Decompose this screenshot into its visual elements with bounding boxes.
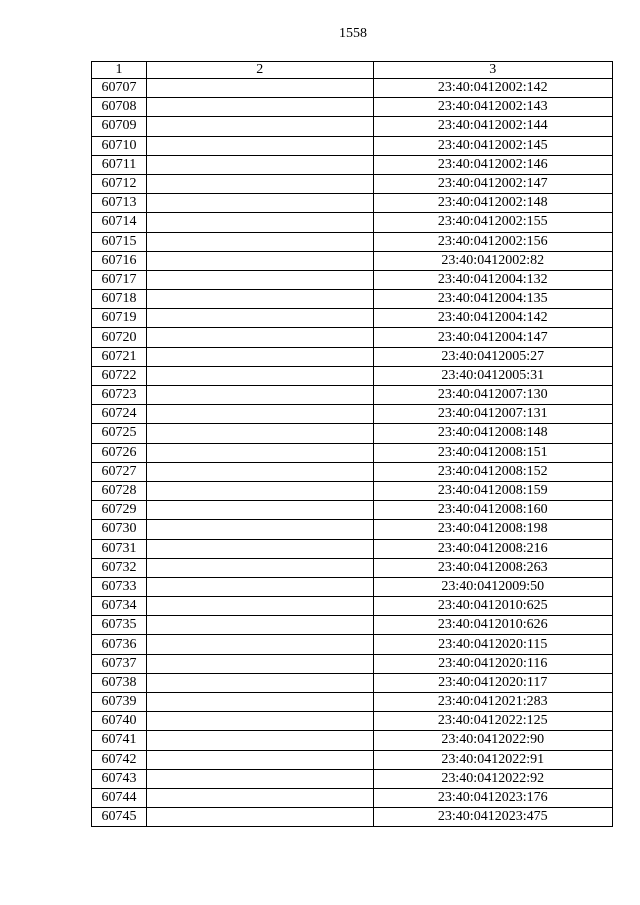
page-number: 1558: [339, 26, 367, 41]
row-number-cell: 60733: [92, 577, 147, 596]
row-code-cell: 23:40:0412023:475: [373, 808, 612, 827]
row-code-cell: 23:40:0412002:155: [373, 213, 612, 232]
row-number-cell: 60708: [92, 98, 147, 117]
row-number-cell: 60731: [92, 539, 147, 558]
row-number-cell: 60722: [92, 366, 147, 385]
table-row: [92, 558, 613, 577]
table-row: [92, 597, 613, 616]
row-number-cell: 60712: [92, 174, 147, 193]
row-name-cell: [147, 539, 373, 558]
table-row: [92, 616, 613, 635]
row-name-cell: [147, 520, 373, 539]
row-code-cell: 23:40:0412002:145: [373, 136, 612, 155]
row-code-cell: 23:40:0412008:152: [373, 462, 612, 481]
table-row: [92, 194, 613, 213]
row-number-cell: 60737: [92, 654, 147, 673]
row-code-cell: 23:40:0412002:148: [373, 194, 612, 213]
table-row: [92, 366, 613, 385]
row-name-cell: [147, 366, 373, 385]
table-body: [92, 79, 613, 827]
table-row: [92, 386, 613, 405]
row-number-cell: 60719: [92, 309, 147, 328]
table-row: [92, 539, 613, 558]
row-name-cell: [147, 290, 373, 309]
row-name-cell: [147, 309, 373, 328]
row-code-cell: 23:40:0412002:144: [373, 117, 612, 136]
row-number-cell: 60729: [92, 501, 147, 520]
row-number-cell: 60725: [92, 424, 147, 443]
row-code-cell: 23:40:0412022:90: [373, 731, 612, 750]
row-code-cell: 23:40:0412022:91: [373, 750, 612, 769]
table-row: [92, 693, 613, 712]
row-number-cell: 60726: [92, 443, 147, 462]
row-name-cell: [147, 194, 373, 213]
row-code-cell: 23:40:0412008:198: [373, 520, 612, 539]
table-row: [92, 232, 613, 251]
row-number-cell: 60734: [92, 597, 147, 616]
table-row: [92, 98, 613, 117]
table-row: [92, 501, 613, 520]
row-name-cell: [147, 328, 373, 347]
row-number-cell: 60740: [92, 712, 147, 731]
table-row: [92, 673, 613, 692]
row-name-cell: [147, 769, 373, 788]
table-row: [92, 808, 613, 827]
row-code-cell: 23:40:0412008:263: [373, 558, 612, 577]
table-row: [92, 654, 613, 673]
row-code-cell: 23:40:0412007:131: [373, 405, 612, 424]
row-name-cell: [147, 136, 373, 155]
row-code-cell: 23:40:0412004:142: [373, 309, 612, 328]
row-name-cell: [147, 213, 373, 232]
table-row: [92, 328, 613, 347]
row-code-cell: 23:40:0412007:130: [373, 386, 612, 405]
table-row: [92, 405, 613, 424]
row-number-cell: 60738: [92, 673, 147, 692]
row-name-cell: [147, 462, 373, 481]
row-name-cell: [147, 788, 373, 807]
row-code-cell: 23:40:0412020:117: [373, 673, 612, 692]
row-code-cell: 23:40:0412020:116: [373, 654, 612, 673]
row-name-cell: [147, 174, 373, 193]
row-number-cell: 60741: [92, 731, 147, 750]
table-row: [92, 117, 613, 136]
row-code-cell: 23:40:0412002:147: [373, 174, 612, 193]
table-row: [92, 443, 613, 462]
row-name-cell: [147, 558, 373, 577]
table-row: [92, 347, 613, 366]
row-code-cell: 23:40:0412005:27: [373, 347, 612, 366]
row-number-cell: 60714: [92, 213, 147, 232]
row-number-cell: 60718: [92, 290, 147, 309]
row-name-cell: [147, 616, 373, 635]
row-code-cell: 23:40:0412002:156: [373, 232, 612, 251]
row-code-cell: 23:40:0412008:148: [373, 424, 612, 443]
row-number-cell: 60715: [92, 232, 147, 251]
row-name-cell: [147, 654, 373, 673]
table-row: [92, 290, 613, 309]
row-code-cell: 23:40:0412002:143: [373, 98, 612, 117]
row-name-cell: [147, 386, 373, 405]
row-number-cell: 60713: [92, 194, 147, 213]
row-number-cell: 60717: [92, 270, 147, 289]
row-number-cell: 60742: [92, 750, 147, 769]
row-code-cell: 23:40:0412002:142: [373, 79, 612, 98]
row-code-cell: 23:40:0412002:82: [373, 251, 612, 270]
row-name-cell: [147, 155, 373, 174]
table-row: [92, 577, 613, 596]
row-code-cell: 23:40:0412022:92: [373, 769, 612, 788]
table-row: [92, 174, 613, 193]
row-code-cell: 23:40:0412004:135: [373, 290, 612, 309]
row-number-cell: 60716: [92, 251, 147, 270]
row-number-cell: 60728: [92, 481, 147, 500]
row-number-cell: 60732: [92, 558, 147, 577]
table-row: [92, 635, 613, 654]
table-row: [92, 750, 613, 769]
row-code-cell: 23:40:0412004:147: [373, 328, 612, 347]
row-number-cell: 60743: [92, 769, 147, 788]
table-row: [92, 251, 613, 270]
row-number-cell: 60709: [92, 117, 147, 136]
row-name-cell: [147, 251, 373, 270]
row-code-cell: 23:40:0412009:50: [373, 577, 612, 596]
table-row: [92, 520, 613, 539]
column-header-2: 2: [147, 62, 373, 79]
table-row: [92, 155, 613, 174]
row-number-cell: 60710: [92, 136, 147, 155]
row-code-cell: 23:40:0412010:625: [373, 597, 612, 616]
row-number-cell: 60711: [92, 155, 147, 174]
row-code-cell: 23:40:0412010:626: [373, 616, 612, 635]
table-row: [92, 309, 613, 328]
row-name-cell: [147, 808, 373, 827]
row-number-cell: 60721: [92, 347, 147, 366]
table-header-row: [92, 62, 613, 79]
row-number-cell: 60720: [92, 328, 147, 347]
table-row: [92, 712, 613, 731]
row-number-cell: 60739: [92, 693, 147, 712]
table-row: [92, 481, 613, 500]
table-row: [92, 462, 613, 481]
row-number-cell: 60727: [92, 462, 147, 481]
row-code-cell: 23:40:0412008:159: [373, 481, 612, 500]
row-code-cell: 23:40:0412008:160: [373, 501, 612, 520]
table-row: [92, 424, 613, 443]
row-name-cell: [147, 443, 373, 462]
table-row: [92, 79, 613, 98]
row-name-cell: [147, 597, 373, 616]
table-row: [92, 788, 613, 807]
row-number-cell: 60724: [92, 405, 147, 424]
row-name-cell: [147, 405, 373, 424]
row-name-cell: [147, 117, 373, 136]
row-name-cell: [147, 577, 373, 596]
row-name-cell: [147, 731, 373, 750]
row-number-cell: 60707: [92, 79, 147, 98]
row-name-cell: [147, 501, 373, 520]
row-code-cell: 23:40:0412022:125: [373, 712, 612, 731]
column-header-3: 3: [373, 62, 612, 79]
table-row: [92, 136, 613, 155]
row-number-cell: 60730: [92, 520, 147, 539]
row-name-cell: [147, 712, 373, 731]
row-code-cell: 23:40:0412002:146: [373, 155, 612, 174]
table-row: [92, 731, 613, 750]
row-name-cell: [147, 79, 373, 98]
row-number-cell: 60744: [92, 788, 147, 807]
row-code-cell: 23:40:0412023:176: [373, 788, 612, 807]
row-name-cell: [147, 750, 373, 769]
row-name-cell: [147, 270, 373, 289]
row-code-cell: 23:40:0412021:283: [373, 693, 612, 712]
row-name-cell: [147, 98, 373, 117]
table-row: [92, 270, 613, 289]
table-row: [92, 769, 613, 788]
table-row: [92, 213, 613, 232]
row-code-cell: 23:40:0412008:151: [373, 443, 612, 462]
row-number-cell: 60745: [92, 808, 147, 827]
row-number-cell: 60735: [92, 616, 147, 635]
row-name-cell: [147, 232, 373, 251]
row-number-cell: 60723: [92, 386, 147, 405]
column-header-1: 1: [92, 62, 147, 79]
row-code-cell: 23:40:0412004:132: [373, 270, 612, 289]
row-code-cell: 23:40:0412005:31: [373, 366, 612, 385]
row-name-cell: [147, 424, 373, 443]
row-code-cell: 23:40:0412008:216: [373, 539, 612, 558]
row-name-cell: [147, 673, 373, 692]
row-number-cell: 60736: [92, 635, 147, 654]
row-name-cell: [147, 693, 373, 712]
row-name-cell: [147, 481, 373, 500]
cadastral-table: [91, 61, 613, 827]
row-code-cell: 23:40:0412020:115: [373, 635, 612, 654]
row-name-cell: [147, 635, 373, 654]
row-name-cell: [147, 347, 373, 366]
